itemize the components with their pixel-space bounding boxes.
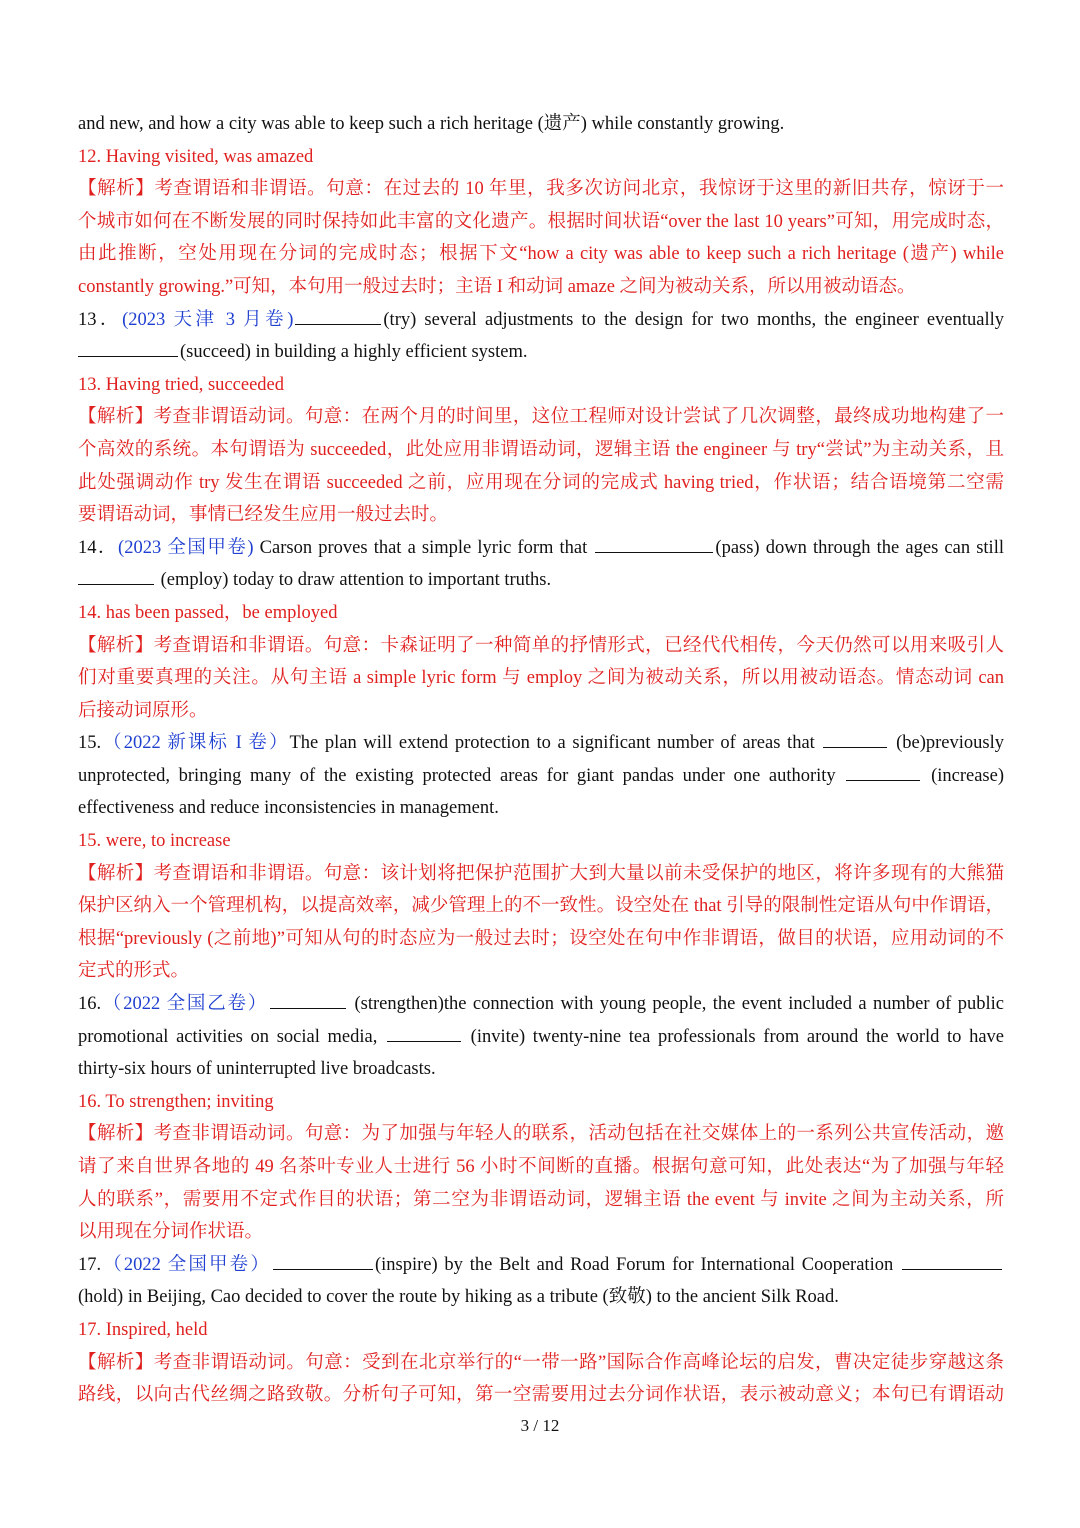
analysis-line: 根据“previously (之前地)”可知从句的时态应为一般过去时；设空处在句中作非谓语，做目的状语，应用动词的不: [78, 928, 1004, 949]
question-15-cont: unprotected, bringing many of the existing protected areas for giant pandas under one authority (increase): [78, 760, 1004, 793]
analysis-line: 以用现在分词作状语。: [78, 1222, 264, 1243]
analysis-line: 们对重要真理的关注。从句主语 a simple lyric form 与 employ 之间为被动关系，所以用被动语态。情态动词 can: [78, 668, 1004, 689]
analysis-line: 保护区纳入一个管理机构，以提高效率，减少管理上的不一致性。设空处在 that 引导的限制性定语从句中作谓语，: [78, 896, 1004, 917]
analysis-line: constantly growing.”可知，本句用一般过去时；主语 I 和动词 amaze 之间为被动关系，所以用被动语态。: [78, 276, 916, 297]
answer-15: 15. were, to increase: [78, 831, 231, 852]
answer-13: 13. Having tried, succeeded: [78, 374, 284, 395]
analysis-line: 要谓语动词，事情已经发生应用一般过去时。: [78, 505, 449, 526]
answer-blank[interactable]: [78, 338, 178, 357]
analysis-line: 定式的形式。: [78, 961, 190, 982]
source-label: （2022 全国乙卷）: [101, 994, 269, 1015]
analysis-line: 个城市如何在不断发展的同时保持如此丰富的文化遗产。根据时间状语“over the last 10 years”可知，用完成时态，: [78, 211, 1004, 232]
answer-blank[interactable]: [273, 1251, 373, 1270]
question-13-cont: (succeed) in building a highly efficient system.: [78, 336, 1004, 369]
analysis-line: 人的联系”，需要用不定式作目的状语；第二空为非谓语动词，逻辑主语 the event 与 invite 之间为主动关系，所: [78, 1189, 1004, 1210]
answer-blank[interactable]: [270, 990, 346, 1009]
answer-blank[interactable]: [902, 1251, 1002, 1270]
question-16-cont: promotional activities on social media, (invite) twenty-nine tea professionals from around the world to have: [78, 1021, 1004, 1054]
analysis-line: 请了来自世界各地的 49 名茶叶专业人士进行 56 小时不间断的直播。根据句意可知，此处表达“为了加强与年轻: [78, 1157, 1004, 1177]
text-line: and new, and how a city was able to keep such a rich heritage (遗产) while constantly growing.: [78, 114, 785, 134]
source-label: (2023 天津 3 月卷): [122, 309, 294, 330]
answer-14: 14. has been passed，be employed: [78, 602, 338, 623]
analysis-line: 路线，以向古代丝绸之路致敬。分析句子可知，第一空需要用过去分词作状语，表示被动意义；本句已有谓语动: [78, 1385, 1004, 1406]
page-number: 3 / 12: [520, 1416, 560, 1435]
source-label: （2022 新课标 I 卷）: [101, 733, 290, 754]
answer-16: 16. To strengthen; inviting: [78, 1091, 274, 1112]
question-16-cont: thirty-six hours of uninterrupted live broadcasts.: [78, 1059, 436, 1080]
answer-blank[interactable]: [846, 762, 920, 781]
analysis-line: 此处强调动作 try 发生在谓语 succeeded 之前，应用现在分词的完成式 having tried，作状语；结合语境第二空需: [78, 472, 1004, 493]
source-label: （2022 全国甲卷）: [101, 1254, 271, 1275]
question-14-cont: (employ) today to draw attention to important truths.: [78, 564, 1004, 597]
answer-blank[interactable]: [823, 729, 887, 748]
document-page: [78, 108, 1004, 1412]
question-15-cont: effectiveness and reduce inconsistencies in management.: [78, 798, 499, 819]
answer-17: 17. Inspired, held: [78, 1319, 208, 1340]
question-13: 13．(2023 天津 3 月卷) (try) several adjustments to the design for two months, the engineer eventually: [78, 304, 1004, 337]
question-17-cont: (hold) in Beijing, Cao decided to cover the route by hiking as a tribute (致敬) to the ancient Silk Road.: [78, 1287, 839, 1308]
answer-blank[interactable]: [387, 1023, 461, 1042]
analysis-line: 【解析】考查非谓语动词。句意：为了加强与年轻人的联系，活动包括在社交媒体上的一系列公共宣传活动，邀: [78, 1124, 1004, 1145]
answer-12: 12. Having visited, was amazed: [78, 146, 314, 167]
analysis-line: 【解析】考查谓语和非谓语。句意：卡森证明了一种简单的抒情形式，已经代代相传，今天仍然可以用来吸引人: [78, 635, 1004, 656]
answer-blank[interactable]: [595, 534, 713, 553]
analysis-line: 【解析】考查非谓语动词。句意：受到在北京举行的“一带一路”国际合作高峰论坛的启发，曹决定徒步穿越这条: [78, 1352, 1004, 1373]
analysis-line: 【解析】考查谓语和非谓语。句意：该计划将把保护范围扩大到大量以前未受保护的地区，将许多现有的大熊猫: [78, 863, 1004, 884]
analysis-line: 个高效的系统。本句谓语为 succeeded，此处应用非谓语动词，逻辑主语 the engineer 与 try“尝试”为主动关系，且: [78, 439, 1004, 460]
question-14: 14．(2023 全国甲卷) Carson proves that a simple lyric form that (pass) down through the ages can still: [78, 532, 1004, 565]
question-15: 15.（2022 新课标 I 卷）The plan will extend protection to a significant number of areas that (be)previously: [78, 727, 1004, 760]
analysis-line: 【解析】考查谓语和非谓语。句意：在过去的 10 年里，我多次访问北京，我惊讶于这里的新旧共存，惊讶于一: [78, 179, 1004, 200]
analysis-line: 后接动词原形。: [78, 700, 208, 721]
question-17: 17.（2022 全国甲卷） (inspire) by the Belt and Road Forum for International Cooperation: [78, 1249, 1004, 1282]
answer-blank[interactable]: [78, 566, 154, 585]
question-16: 16.（2022 全国乙卷） (strengthen)the connection with young people, the event included a number of public: [78, 988, 1004, 1021]
source-label: (2023 全国甲卷): [118, 537, 254, 558]
analysis-line: 由此推断，空处用现在分词的完成时态；根据下文“how a city was able to keep such a rich heritage (遗产) while: [78, 244, 1004, 265]
answer-blank[interactable]: [295, 306, 381, 325]
analysis-line: 【解析】考查非谓语动词。句意：在两个月的时间里，这位工程师对设计尝试了几次调整，最终成功地构建了一: [78, 407, 1004, 428]
